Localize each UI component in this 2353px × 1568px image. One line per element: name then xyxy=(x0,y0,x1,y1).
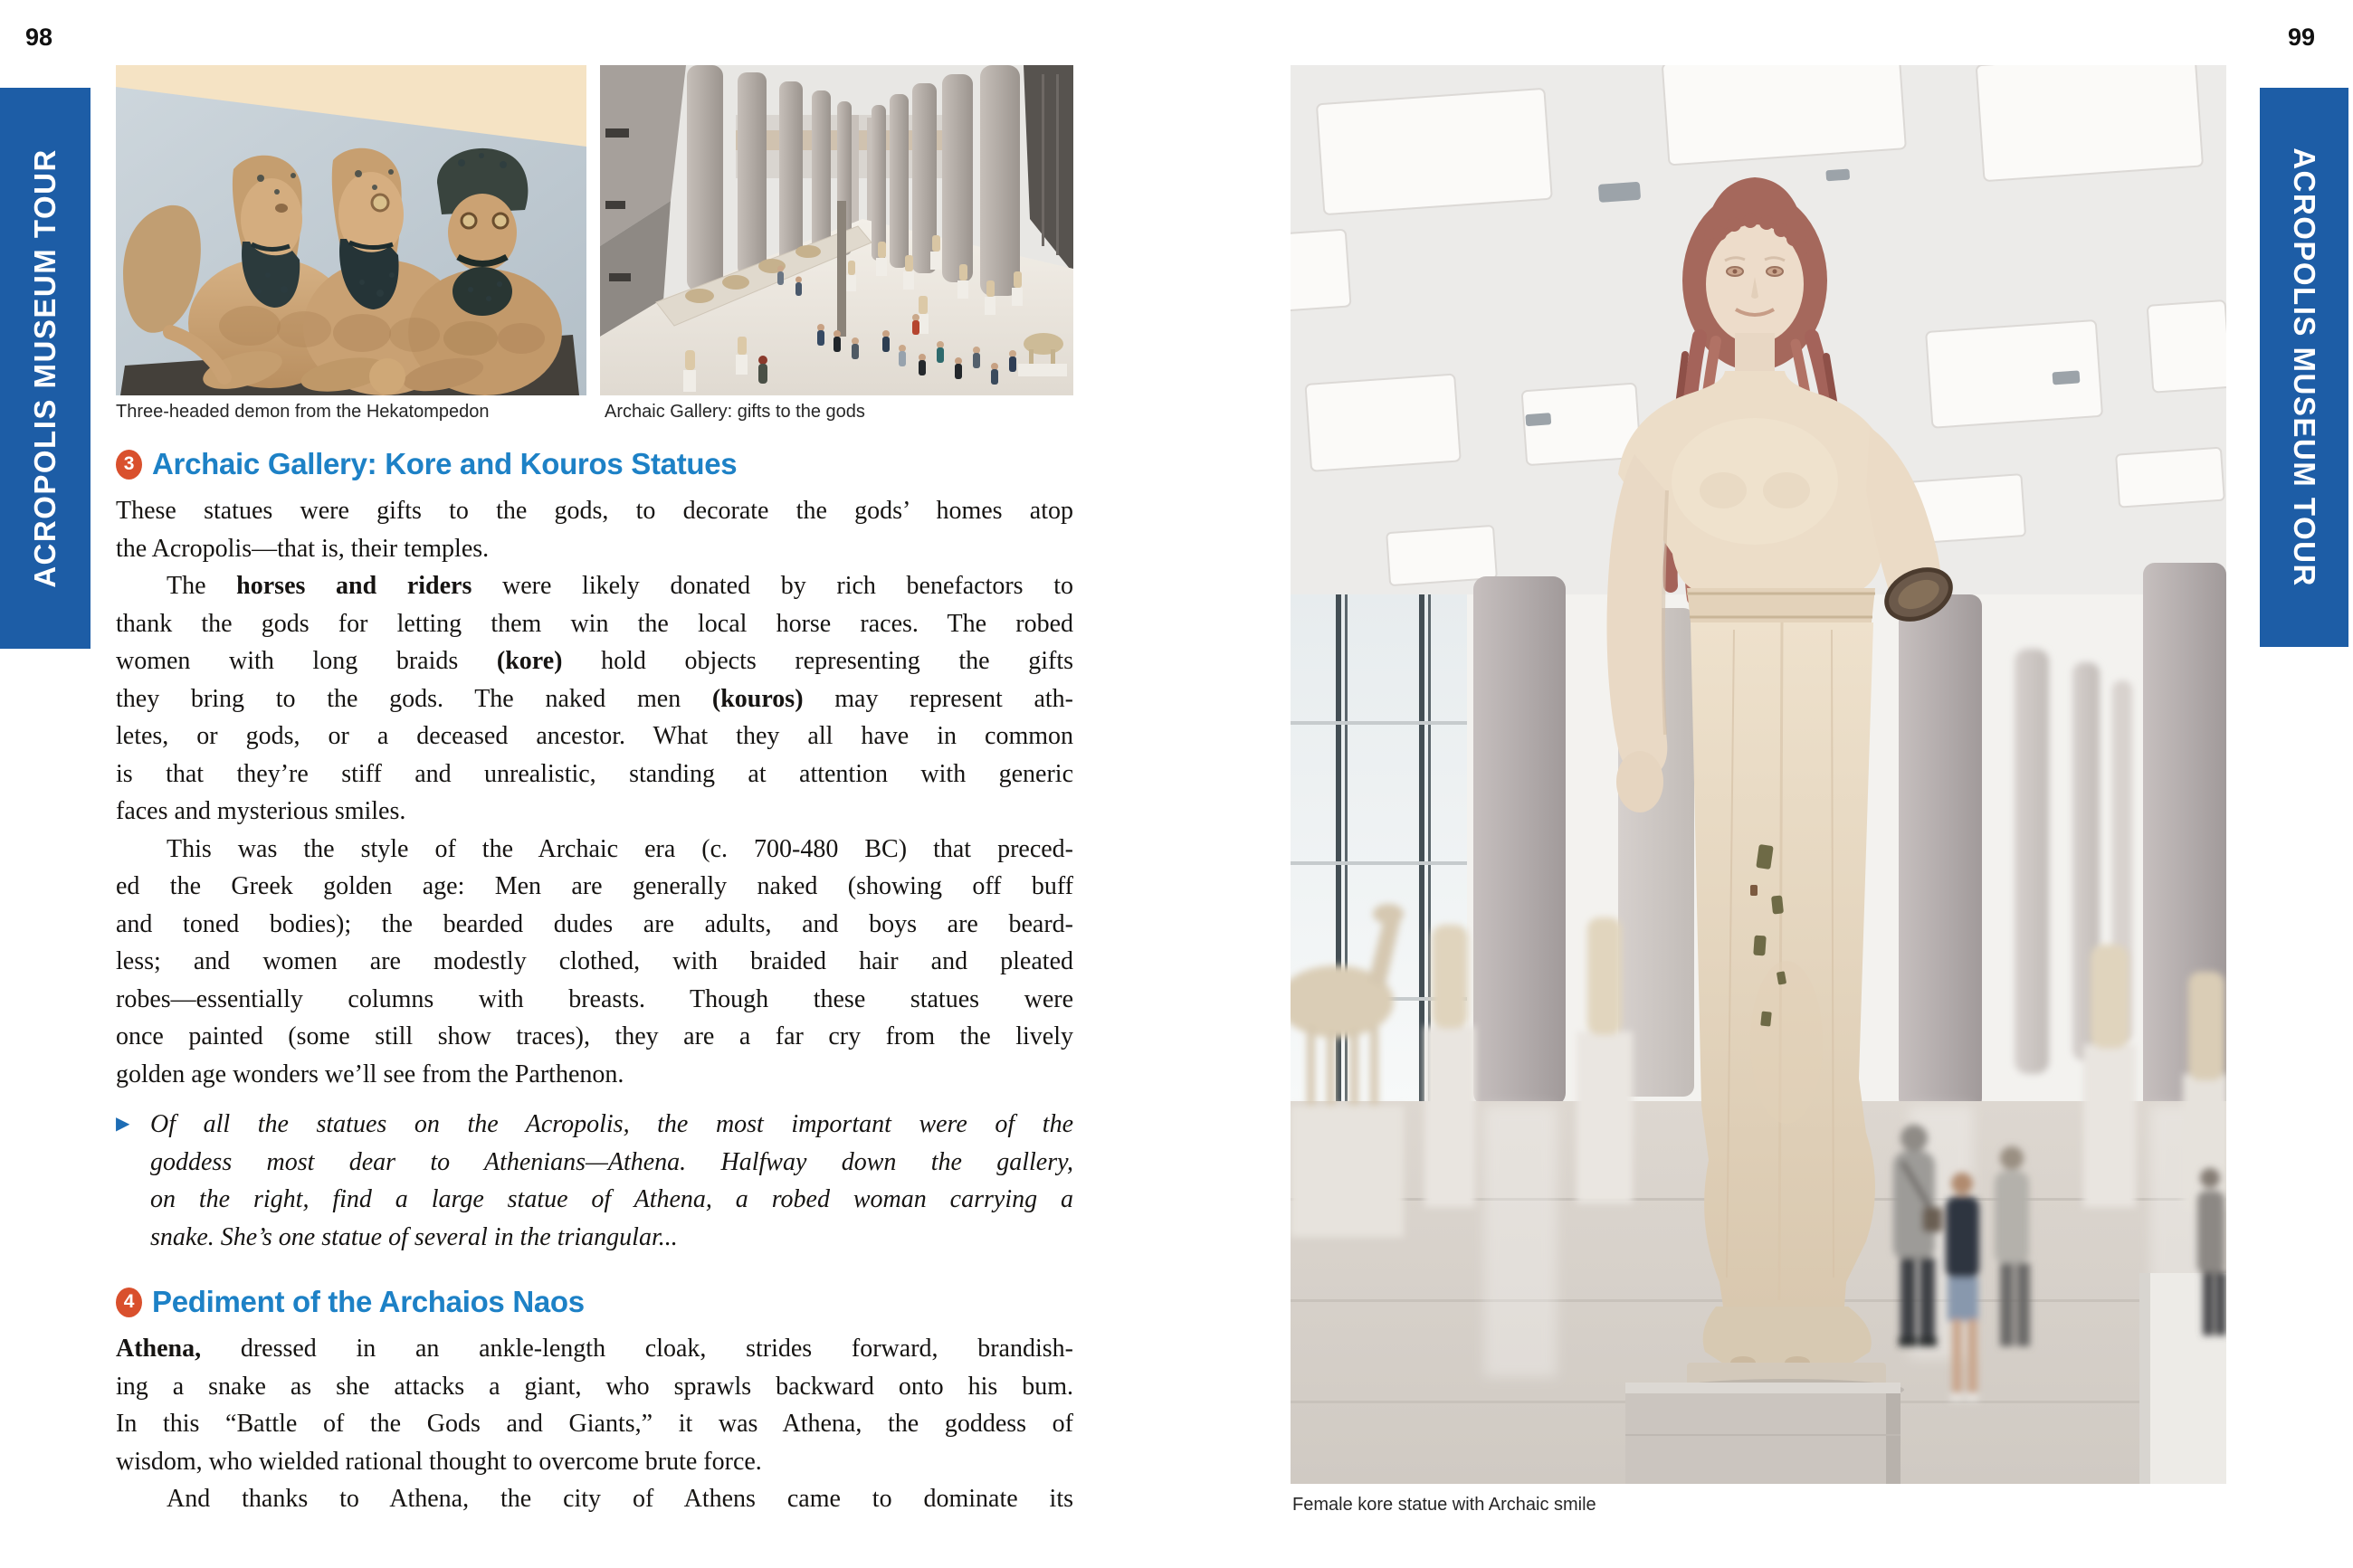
section-number-badge: 3 xyxy=(116,450,142,480)
tip-text xyxy=(150,1106,1073,1256)
text-line: This was the style of the Archaic era (c. 700-480 BC) that preced- xyxy=(167,834,1073,863)
section-body xyxy=(116,492,1073,1093)
photo-caption-archaic-gallery: Archaic Gallery: gifts to the gods xyxy=(605,402,865,422)
photo-hekatompedon-demon xyxy=(116,65,586,395)
text-line: ing a snake as she attacks a giant, who sprawls backward onto his bum. xyxy=(116,1372,1073,1401)
section-title: Pediment of the Archaios Naos xyxy=(152,1285,585,1318)
text-line: The horses and riders were likely donated by rich benefactors to xyxy=(167,572,1073,600)
page-number-left: 98 xyxy=(25,24,53,51)
text-line: goddess most dear to Athenians—Athena. Halfway down the gallery, xyxy=(150,1147,1073,1176)
walking-tip xyxy=(116,1106,1073,1256)
text-line: And thanks to Athena, the city of Athens came to dominate its xyxy=(167,1485,1073,1513)
photo-archaic-gallery xyxy=(600,65,1073,395)
text-line: snake. She’s one statue of several in the triangular... xyxy=(150,1222,678,1251)
text-line: ed the Greek golden age: Men are generally naked (showing off buff xyxy=(116,872,1073,900)
text-line: golden age wonders we’ll see from the Parthenon. xyxy=(116,1060,624,1088)
hekatompedon-illustration xyxy=(116,65,586,395)
text-line: wisdom, who wielded rational thought to overcome brute force. xyxy=(116,1447,762,1476)
left-sidebar-label: ACROPOLIS MUSEUM TOUR xyxy=(28,148,62,588)
section-title: Archaic Gallery: Kore and Kouros Statues xyxy=(152,447,738,480)
text-line: they bring to the gods. The naked men (kouros) may represent ath- xyxy=(116,684,1073,713)
text-line: faces and mysterious smiles. xyxy=(116,797,406,825)
archaic-gallery-illustration xyxy=(600,65,1073,395)
kore-statue-illustration xyxy=(1291,65,2226,1484)
photo-caption-hekatompedon: Three-headed demon from the Hekatompedon xyxy=(116,402,490,422)
right-sidebar-label: ACROPOLIS MUSEUM TOUR xyxy=(2288,147,2322,587)
body-text-column xyxy=(116,447,1073,1518)
section-body xyxy=(116,1330,1073,1518)
text-line: and toned bodies); the bearded dudes are adults, and boys are beard- xyxy=(116,909,1073,938)
text-line: on the right, find a large statue of Athena, a robed woman carrying a xyxy=(150,1185,1073,1213)
section-heading xyxy=(116,1285,1073,1319)
text-line: is that they’re stiff and unrealistic, standing at attention with generic xyxy=(116,759,1073,788)
text-line: letes, or gods, or a deceased ancestor. What they all have in common xyxy=(116,722,1073,750)
right-sidebar-tab xyxy=(2260,88,2348,647)
text-line: Athena, dressed in an ankle-length cloak, strides forward, brandish- xyxy=(116,1335,1073,1363)
text-line: once painted (some still show traces), they are a far cry from the lively xyxy=(116,1022,1073,1050)
text-line: These statues were gifts to the gods, to decorate the gods’ homes atop xyxy=(116,497,1073,525)
left-sidebar-tab xyxy=(0,88,90,649)
photo-caption-kore: Female kore statue with Archaic smile xyxy=(1292,1495,1596,1515)
section-archaic-gallery xyxy=(116,447,1073,1093)
text-line: In this “Battle of the Gods and Giants,” it was Athena, the goddess of xyxy=(116,1410,1073,1438)
text-line: less; and women are modestly clothed, with braided hair and pleated xyxy=(116,947,1073,975)
page-number-right: 99 xyxy=(2287,24,2315,51)
photo-kore-statue xyxy=(1291,65,2226,1484)
text-line: thank the gods for letting them win the local horse races. The robed xyxy=(116,609,1073,638)
text-line: women with long braids (kore) hold objects representing the gifts xyxy=(116,647,1073,675)
section-heading xyxy=(116,447,1073,481)
section-pediment xyxy=(116,1285,1073,1518)
text-line: Of all the statues on the Acropolis, the most important were of the xyxy=(150,1110,1073,1138)
text-line: robes—essentially columns with breasts. Though these statues were xyxy=(116,984,1073,1013)
section-number-badge: 4 xyxy=(116,1288,142,1317)
text-line: the Acropolis—that is, their temples. xyxy=(116,534,490,563)
tip-triangle-icon: ▶ xyxy=(116,1112,130,1134)
